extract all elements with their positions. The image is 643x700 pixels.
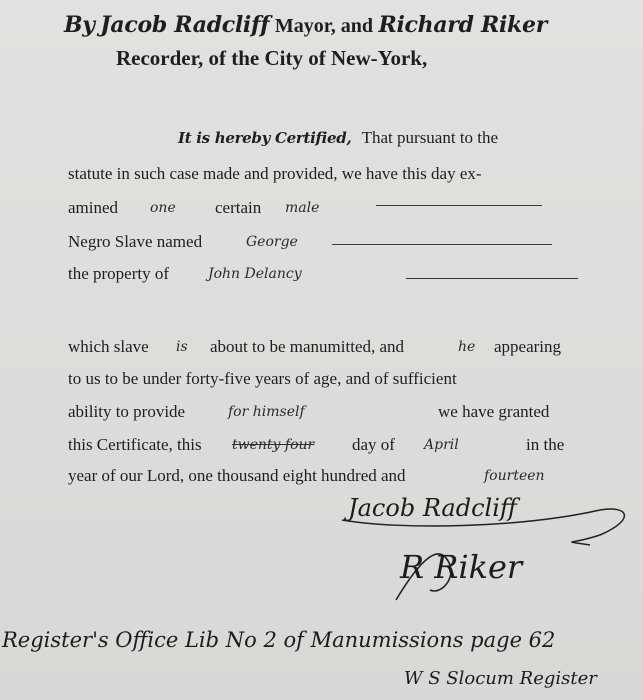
recorder-signature: R Riker <box>400 548 523 586</box>
day-handwritten: twenty four <box>232 437 315 453</box>
certain-label: certain <box>215 198 262 217</box>
slave-name-handwritten: George <box>246 234 298 250</box>
month-handwritten: April <box>424 437 459 453</box>
provide-for-handwritten: for himself <box>228 404 305 420</box>
manumitted-label: about to be manumitted, and <box>210 337 405 356</box>
granted-label: we have granted <box>438 402 550 421</box>
certified-lead: It is hereby Certified, <box>178 129 352 147</box>
header-recorder-name: Richard Riker <box>378 12 547 38</box>
mayor-signature: Jacob Radcliff <box>348 494 517 522</box>
header-mayor-title: Mayor, and <box>274 15 373 37</box>
count-handwritten: one <box>150 200 176 216</box>
forty-five-line: to us to be under forty-five years of age, and of sufficient <box>68 369 457 388</box>
day-of-label: day of <box>352 435 395 454</box>
ability-label: ability to provide <box>68 402 186 421</box>
property-of-label: the property of <box>68 264 170 283</box>
statute-line: statute in such case made and provided, we have this day ex- <box>68 164 482 183</box>
slave-named-label: Negro Slave named <box>68 232 203 251</box>
pronoun-handwritten: he <box>458 339 476 355</box>
header-mayor-name: Jacob Radcliff <box>100 12 270 38</box>
year-of-lord-label: year of our Lord, one thousand eight hundred and <box>68 466 406 485</box>
certified-rest: That pursuant to the <box>361 128 499 147</box>
certificate-this-label: this Certificate, this <box>68 435 202 454</box>
header-line-2: Recorder, of the City of New-York, <box>116 46 428 70</box>
sex-handwritten: male <box>285 200 320 216</box>
which-slave-label: which slave <box>68 337 149 356</box>
registry-note: Register's Office Lib No 2 of Manumissions page 62 <box>2 628 556 652</box>
registrar-signature: W S Slocum Register <box>404 668 597 689</box>
header-by: By <box>64 12 95 38</box>
owner-handwritten: John Delancy <box>208 266 302 282</box>
in-the-label: in the <box>526 435 565 454</box>
appearing-label: appearing <box>494 337 562 356</box>
examined-label: amined <box>68 198 119 217</box>
year-handwritten: fourteen <box>484 468 545 484</box>
verb-handwritten: is <box>176 339 188 355</box>
